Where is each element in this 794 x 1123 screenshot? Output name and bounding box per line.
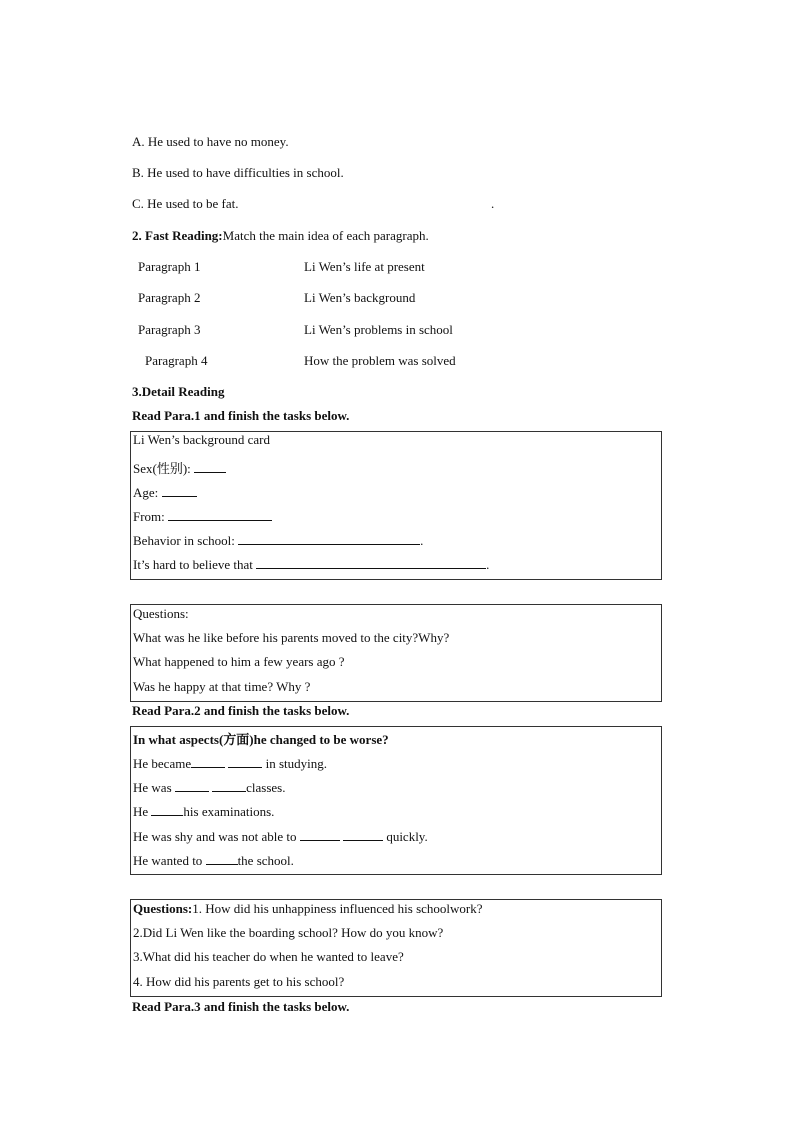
option-a: A. He used to have no money.: [132, 134, 289, 149]
blank-line: [256, 556, 486, 569]
main-idea: Li Wen’s background: [304, 290, 416, 305]
worse-text: He was: [133, 780, 175, 795]
blank-line: [194, 460, 226, 473]
worse-text: He was shy and was not able to: [133, 829, 300, 844]
worse-text: his examinations.: [183, 804, 275, 819]
questions2-first-line: [133, 901, 483, 917]
card-age-line: [133, 484, 197, 501]
question-item: 3.What did his teacher do when he wanted to leave?: [133, 949, 404, 964]
card-sex-label: Sex(性别):: [133, 461, 195, 476]
option-b: B. He used to have difficulties in school.: [132, 165, 344, 180]
paragraph-label: Paragraph 1: [138, 259, 201, 274]
paragraph-label: Paragraph 4: [145, 353, 208, 368]
worse-line-5: [133, 852, 294, 869]
worse-text: He: [133, 804, 152, 819]
card-believe-line: [133, 556, 489, 573]
fast-reading-instruction: Match the main idea of each paragraph.: [222, 228, 429, 243]
card-believe-label: It’s hard to believe that: [133, 557, 257, 572]
option-c-period: .: [491, 196, 495, 211]
blank-line: [206, 852, 238, 865]
background-card: [130, 431, 662, 580]
blank-line: [300, 828, 340, 841]
paragraph-label: Paragraph 3: [138, 322, 201, 337]
question-item: Was he happy at that time? Why ?: [133, 679, 311, 694]
blank-line: [168, 508, 272, 521]
fast-reading-line: [132, 228, 429, 244]
card-sex-line: [133, 458, 226, 477]
worse-line-1: [133, 755, 327, 772]
card-behavior-period: .: [420, 533, 424, 548]
card-believe-period: .: [486, 557, 490, 572]
blank-line: [343, 828, 383, 841]
worse-text: in studying.: [262, 756, 328, 771]
paragraph-label: Paragraph 2: [138, 290, 201, 305]
card-title: Li Wen’s background card: [133, 432, 270, 447]
card-from-label: From:: [133, 509, 169, 524]
blank-line: [162, 484, 197, 497]
blank-line: [191, 755, 225, 768]
blank-line: [175, 779, 209, 792]
worse-aspects-box: [130, 726, 662, 875]
question-item: 1. How did his unhappiness influenced his schoolwork?: [192, 901, 483, 916]
card-behavior-line: [133, 532, 423, 549]
worse-text: classes.: [246, 780, 286, 795]
worse-line-4: [133, 828, 428, 845]
worse-text: the school.: [237, 853, 294, 868]
worse-text: quickly.: [383, 829, 428, 844]
questions-box-2: [130, 899, 662, 997]
main-idea: Li Wen’s life at present: [304, 259, 425, 274]
question-item: 2.Did Li Wen like the boarding school? How do you know?: [133, 925, 444, 940]
para1-instruction: Read Para.1 and finish the tasks below.: [132, 408, 350, 423]
detail-reading-heading: 3.Detail Reading: [132, 384, 225, 399]
worse-line-2: [133, 779, 286, 796]
blank-line: [238, 532, 420, 545]
para3-instruction: Read Para.3 and finish the tasks below.: [132, 999, 350, 1014]
card-age-label: Age:: [133, 485, 162, 500]
question-item: What was he like before his parents moved to the city?Why?: [133, 630, 450, 645]
blank-line: [228, 755, 262, 768]
option-c: C. He used to be fat.: [132, 196, 239, 211]
fast-reading-heading: 2. Fast Reading:: [132, 228, 223, 243]
question-item: What happened to him a few years ago ?: [133, 654, 345, 669]
worse-line-3: [133, 803, 274, 820]
main-idea: How the problem was solved: [304, 353, 456, 368]
main-idea: Li Wen’s problems in school: [304, 322, 453, 337]
para2-instruction: Read Para.2 and finish the tasks below.: [132, 703, 350, 718]
blank-line: [151, 803, 183, 816]
question-item: 4. How did his parents get to his school?: [133, 974, 345, 989]
questions-title: Questions:: [133, 901, 193, 916]
questions-title: Questions:: [133, 606, 189, 621]
worse-title: In what aspects(方面)he changed to be worse?: [133, 732, 389, 747]
worse-text: He became: [133, 756, 192, 771]
card-from-line: [133, 508, 272, 525]
card-behavior-label: Behavior in school:: [133, 533, 239, 548]
questions-box-1: [130, 604, 662, 702]
blank-line: [212, 779, 246, 792]
worse-text: He wanted to: [133, 853, 206, 868]
